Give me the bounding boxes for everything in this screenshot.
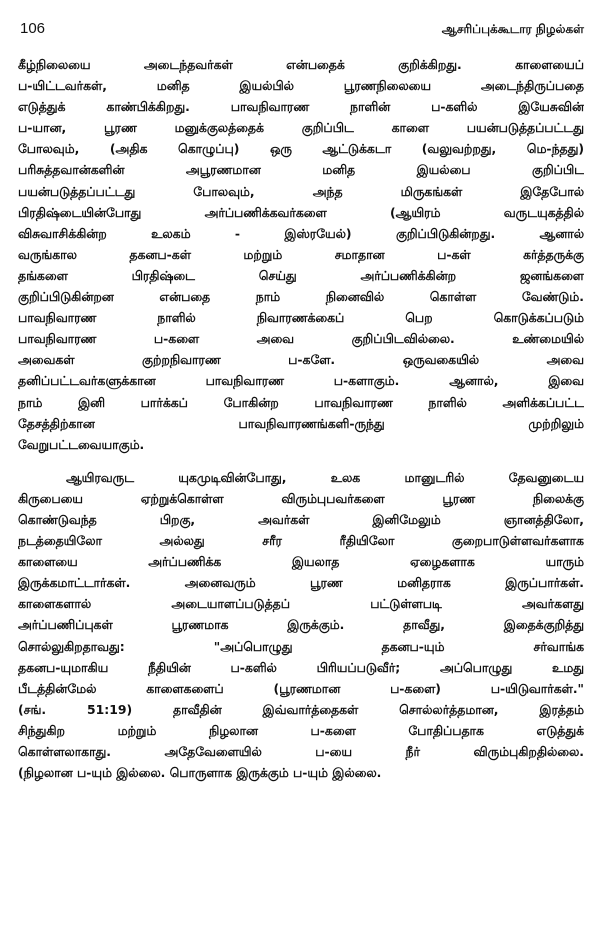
text-line: நாம் இனி பார்க்கப் போகின்ற பாவநிவாரண நாளில் அளிக்கப்பட்ட xyxy=(18,394,584,410)
text-line: அர்ப்பணிப்புகள் பூரணமாக இருக்கும். தாவீது, இதைக்குறித்து xyxy=(18,617,584,633)
text-line: பரிசுத்தவான்களின் அபூரணமான மனித இயல்பை குறிப்பிட xyxy=(18,162,584,178)
paragraph-2 xyxy=(18,467,584,783)
text-line: (நிழலான ப-யும் இல்லை. பொருளாக இருக்கும் ப-யும் இல்லை. xyxy=(18,765,382,781)
text-line: குறிப்பிடுகின்றன என்பதை நாம் நினைவில் கொள்ள வேண்டும். xyxy=(18,289,584,305)
text-line: பாவநிவாரண நாளில் நிவாரணக்கைப் பெற கொடுக்கப்படும் xyxy=(18,310,584,326)
text-line: எடுத்துக் காண்பிக்கிறது. பாவநிவாரண நாளின் ப-களில் இயேசுவின் xyxy=(18,99,584,115)
text-line: பயன்படுத்தப்பட்டது போலவும், அந்த மிருகங்கள் இதேபோல் xyxy=(18,183,584,199)
paragraph-1 xyxy=(18,54,584,455)
text-line: காளைகளால் அடையாளப்படுத்தப் பட்டுள்ளபடி அவர்களது xyxy=(18,596,584,612)
text-line: (சங். 51:19) தாவீதின் இவ்வார்த்தைகள் சொல்லர்த்தமான, இரத்தம் xyxy=(18,701,584,717)
text-line: ப-யான, பூரண மனுக்குலத்தைக் குறிப்பிட காளை பயன்படுத்தப்பட்டது xyxy=(18,120,584,136)
text-line: கொண்டுவந்த பிறகு, அவர்கள் இனிமேலும் ஞானத்திலோ, xyxy=(18,511,584,527)
text-line: தேசத்திற்கான பாவநிவாரணங்களி-ருந்து முற்றிலும் xyxy=(18,415,584,431)
text-line: பாவநிவாரண ப-களை அவை குறிப்பிடவில்லை. உண்மையில் xyxy=(18,331,584,347)
text-line: இருக்கமாட்டார்கள். அனைவரும் பூரண மனிதராக இருப்பார்கள். xyxy=(18,575,584,591)
text-line: ஆயிரவருட யுகமுடிவின்போது, உலக மானுடரில் தேவனுடைய xyxy=(66,469,584,485)
page-header xyxy=(18,18,584,54)
text-line: நடத்தையிலோ அல்லது சரீர ரீதியிலோ குறைபாடுள்ளவர்களாக xyxy=(18,533,584,549)
text-line: அவைகள் குற்றநிவாரண ப-களே. ஒருவகையில் அவை xyxy=(18,352,584,368)
text-line: பிரதிஷ்டையின்போது அர்ப்பணிக்கவர்களை (ஆயிரம் வருடயுகத்தில் xyxy=(18,204,584,220)
text-line: தங்களை பிரதிஷ்டை செய்து அர்ப்பணிக்கின்ற ஜனங்களை xyxy=(18,267,584,283)
text-line: தகனப-யுமாகிய நீதியின் ப-களில் பிரியப்படுவீர்; அப்பொழுது உமது xyxy=(18,659,584,675)
text-line: தனிப்பட்டவர்களுக்கான பாவநிவாரண ப-களாகும். ஆனால், இவை xyxy=(18,373,584,389)
text-line: சிந்துகிற மற்றும் நிழலான ப-களை போதிப்பதாக எடுத்துக் xyxy=(18,722,584,738)
text-line: போலவும், (அதிக கொழுப்பு) ஒரு ஆட்டுக்கடா (வலுவற்றது, மெ-ந்தது) xyxy=(18,141,584,157)
paragraph-gap xyxy=(18,455,584,467)
text-line: ப-யிட்டவர்கள், மனித இயல்பில் பூரணநிலையை அடைந்திருப்பதை xyxy=(18,78,584,94)
text-line: பீடத்தின்மேல் காளைகளைப் (பூரணமான ப-களை) ப-யிடுவார்கள்." xyxy=(18,680,584,696)
page-number: 106 xyxy=(20,20,46,37)
text-line: கிருபையை ஏற்றுக்கொள்ள விரும்புபவர்களை பூரண நிலைக்கு xyxy=(18,490,584,506)
text-line: வேறுபட்டவையாகும். xyxy=(18,436,145,452)
running-head: ஆசரிப்புக்கூடார நிழல்கள் xyxy=(441,22,584,36)
text-line: கீழ்நிலையை அடைந்தவர்கள் என்பதைக் குறிக்கிறது. காளையைப் xyxy=(18,57,584,72)
text-line: கொள்ளலாகாது. அதேவேளையில் ப-யை நீர் விரும்புகிறதில்லை. xyxy=(18,744,584,759)
text-line: காளையை அர்ப்பணிக்க இயலாத ஏழைகளாக யாரும் xyxy=(18,554,584,570)
text-line: சொல்லுகிறதாவது: "அப்பொழுது தகனப-யும் சர்வாங்க xyxy=(18,638,584,654)
text-line: விசுவாசிக்கின்ற உலகம் - இஸ்ரயேல்) குறிப்பிடுகின்றது. ஆனால் xyxy=(18,225,584,241)
text-line: வருங்கால தகனப-கள் மற்றும் சமாதான ப-கள் கர்த்தருக்கு xyxy=(18,246,584,262)
